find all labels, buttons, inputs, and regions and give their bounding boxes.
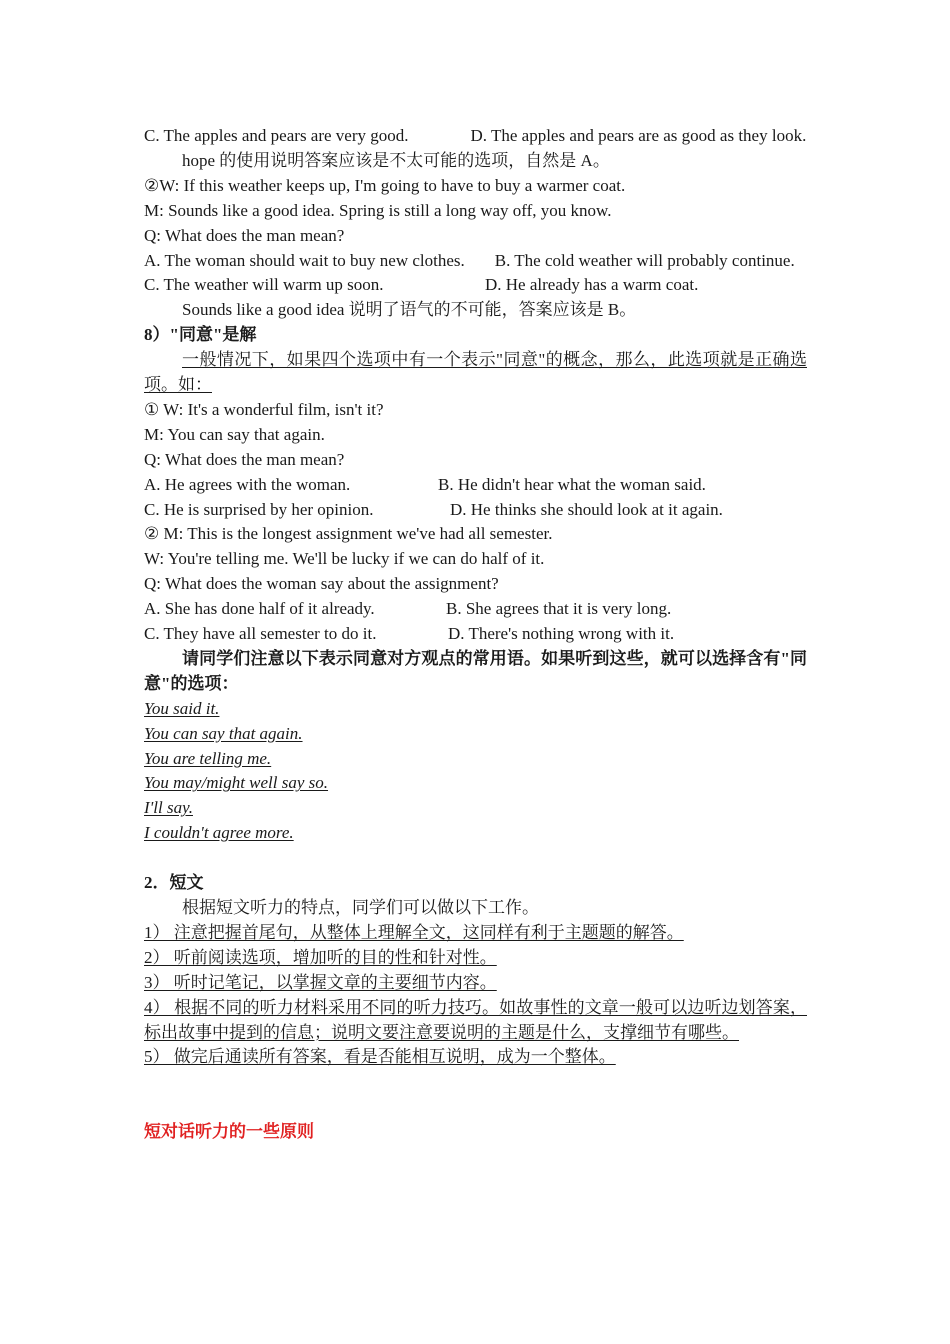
q1-note: hope 的使用说明答案应该是不太可能的选项，自然是 A。 [182, 150, 610, 170]
q2-woman-line: ②W: If this weather keeps up, I'm going to have to buy a warmer coat. [144, 175, 626, 195]
q1-option-d: D. The apples and pears are as good as they look. [470, 126, 807, 145]
ex1-option-d: D. He thinks she should look at it again. [450, 499, 723, 519]
agree-phrase: I couldn't agree more. [144, 823, 294, 843]
agree-phrase: I'll say. [144, 798, 193, 818]
tip-item: 1） 注意把握首尾句，从整体上理解全文，这同样有利于主题题的解答。 [144, 922, 684, 942]
q2-options-cd [144, 273, 807, 298]
ex1-man-line: M: You can say that again. [144, 424, 325, 444]
agreement-tip: 请同学们注意以下表示同意对方观点的常用语。如果听到这些，就可以选择含有"同意"的选项： [144, 648, 807, 693]
q2-option-b: B. The cold weather will probably continue. [494, 250, 795, 270]
agree-phrase: You said it. [144, 698, 220, 718]
ex1-options-cd [144, 498, 807, 523]
q2-question: Q: What does the man mean? [144, 225, 345, 245]
ex1-options-ab [144, 473, 807, 498]
q2-option-d: D. He already has a warm coat. [485, 275, 699, 295]
ex2-options-ab [144, 597, 807, 622]
q1-option-c: C. The apples and pears are very good. [144, 126, 409, 145]
section8-heading: 8）"同意"是解 [144, 325, 257, 345]
ex2-man-line: ② M: This is the longest assignment we've had all semester. [144, 524, 553, 544]
ex1-option-c: C. He is surprised by her opinion. [144, 499, 374, 519]
spacer [144, 846, 807, 871]
tip-item: 5） 做完后通读所有答案，看是否能相互说明，成为一个整体。 [144, 1047, 616, 1067]
footer-title: 短对话听力的一些原则 [144, 1122, 314, 1142]
ex2-option-a: A. She has done half of it already. [144, 599, 375, 619]
ex2-options-cd [144, 622, 807, 647]
tip-item: 2） 听前阅读选项，增加听的目的性和针对性。 [144, 947, 497, 967]
ex2-option-b: B. She agrees that it is very long. [446, 599, 672, 619]
section2-heading: 2．短文 [144, 873, 204, 893]
q2-options-ab [144, 249, 807, 274]
document-page [144, 124, 807, 1145]
agree-phrase: You are telling me. [144, 748, 272, 768]
q1-options-cd [144, 124, 807, 149]
section2-intro: 根据短文听力的特点，同学们可以做以下工作。 [182, 898, 539, 917]
ex1-option-b: B. He didn't hear what the woman said. [438, 474, 706, 494]
spacer [144, 1070, 807, 1120]
agree-phrase: You can say that again. [144, 723, 303, 743]
q2-option-c: C. The weather will warm up soon. [144, 275, 384, 295]
ex1-question: Q: What does the man mean? [144, 449, 345, 469]
q2-note: Sounds like a good idea 说明了语气的不可能，答案应该是 B。 [182, 300, 637, 320]
q2-man-line: M: Sounds like a good idea. Spring is still a long way off, you know. [144, 200, 612, 220]
ex2-question: Q: What does the woman say about the assignment? [144, 574, 499, 594]
section8-intro: 一般情况下，如果四个选项中有一个表示"同意"的概念，那么，此选项就是正确选项。如： [144, 350, 807, 395]
ex2-option-c: C. They have all semester to do it. [144, 624, 377, 644]
ex2-option-d: D. There's nothing wrong with it. [448, 624, 675, 644]
tip-item: 3） 听时记笔记，以掌握文章的主要细节内容。 [144, 972, 497, 992]
ex1-option-a: A. He agrees with the woman. [144, 474, 351, 494]
agree-phrase: You may/might well say so. [144, 773, 329, 793]
q2-option-a: A. The woman should wait to buy new clothes. [144, 250, 465, 270]
ex1-woman-line: ① W: It's a wonderful film, isn't it? [144, 399, 384, 419]
tip-item: 4） 根据不同的听力材料采用不同的听力技巧。如故事性的文章一般可以边听边划答案，标出故事中提到的信息；说明文要注意要说明的主题是什么，支撑细节有哪些。 [144, 997, 807, 1042]
ex2-woman-line: W: You're telling me. We'll be lucky if we can do half of it. [144, 549, 545, 569]
